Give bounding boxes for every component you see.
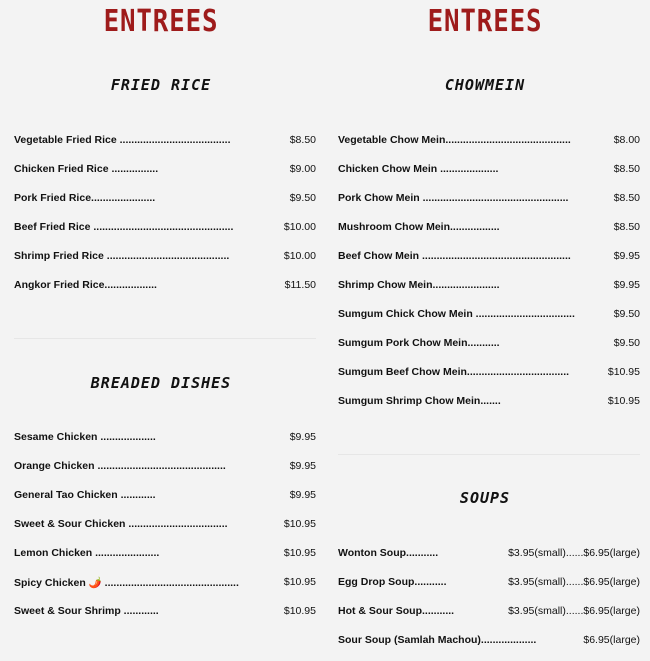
item-price: $10.95 <box>283 518 316 530</box>
menu-item: Sumgum Beef Chow Mein................................... $10.95 <box>338 366 640 378</box>
section-title-chowmein: CHOWMEIN <box>444 76 526 94</box>
menu-item: Vegetable Fried Rice ...................................... $8.50 <box>14 134 316 146</box>
item-price: $3.95(small)......$6.95(large) <box>508 576 640 588</box>
item-price: $3.95(small)......$6.95(large) <box>508 547 640 559</box>
menu-item: Angkor Fried Rice.................. $11.50 <box>14 279 316 291</box>
item-price: $11.50 <box>284 279 316 291</box>
menu-item: Beef Fried Rice ................................................ $10.00 <box>14 221 316 233</box>
item-price: $9.50 <box>289 192 316 204</box>
section-title-fried-rice: FRIED RICE <box>110 76 212 94</box>
menu-item: Vegetable Chow Mein........................................... $8.00 <box>338 134 640 146</box>
menu-item: Chicken Fried Rice ................ $9.00 <box>14 163 316 175</box>
item-price: $10.00 <box>283 250 316 262</box>
item-price: $10.95 <box>283 547 316 559</box>
item-price: $8.50 <box>613 163 640 175</box>
menu-item: Sumgum Shrimp Chow Mein....... $10.95 <box>338 395 640 407</box>
item-price: $9.50 <box>613 337 640 349</box>
menu-item: Sweet & Sour Shrimp ............ $10.95 <box>14 605 316 617</box>
item-price: $10.95 <box>607 395 640 407</box>
menu-item: Pork Chow Mein .................................................. $8.50 <box>338 192 640 204</box>
item-price: $9.50 <box>613 308 640 320</box>
menu-item: Chicken Chow Mein .................... $8.50 <box>338 163 640 175</box>
menu-item: Sour Soup (Samlah Machou)................... $6.95(large) <box>338 634 640 646</box>
page-title: ENTREES <box>427 4 543 39</box>
item-price: $8.50 <box>289 134 316 146</box>
item-price: $8.50 <box>613 192 640 204</box>
menu-item: General Tao Chicken ............ $9.95 <box>14 489 316 501</box>
item-price: $8.00 <box>613 134 640 146</box>
menu-item: Hot & Sour Soup........... $3.95(small)......$6.95(large) <box>338 605 640 617</box>
menu-item: Shrimp Chow Mein....................... $9.95 <box>338 279 640 291</box>
menu-item: Spicy Chicken 🌶️ .............................................. $10.95 <box>14 576 316 589</box>
item-price: $9.95 <box>289 460 316 472</box>
menu-item: Lemon Chicken ...................... $10.95 <box>14 547 316 559</box>
menu-item: Mushroom Chow Mein................. $8.50 <box>338 221 640 233</box>
menu-item: Sumgum Chick Chow Mein .................................. $9.50 <box>338 308 640 320</box>
item-price: $8.50 <box>613 221 640 233</box>
menu-item: Shrimp Fried Rice .......................................... $10.00 <box>14 250 316 262</box>
menu-item: Sweet & Sour Chicken .................................. $10.95 <box>14 518 316 530</box>
menu-item: Sumgum Pork Chow Mein........... $9.50 <box>338 337 640 349</box>
item-price: $10.95 <box>283 576 316 588</box>
section-divider <box>338 454 640 455</box>
item-price: $3.95(small)......$6.95(large) <box>508 605 640 617</box>
menu-item: Beef Chow Mein ................................................... $9.95 <box>338 250 640 262</box>
item-price: $9.95 <box>289 431 316 443</box>
section-title-soups: SOUPS <box>459 489 511 507</box>
section-divider <box>14 338 316 339</box>
page-title: ENTREES <box>103 4 219 39</box>
item-price: $9.00 <box>289 163 316 175</box>
item-price: $6.95(large) <box>583 634 640 646</box>
item-price: $10.95 <box>607 366 640 378</box>
menu-item: Sesame Chicken ................... $9.95 <box>14 431 316 443</box>
menu-item: Pork Fried Rice...................... $9.50 <box>14 192 316 204</box>
item-price: $9.95 <box>613 279 640 291</box>
item-price: $10.95 <box>283 605 316 617</box>
section-title-breaded-dishes: BREADED DISHES <box>90 374 232 392</box>
menu-item: Wonton Soup........... $3.95(small)......$6.95(large) <box>338 547 640 559</box>
menu-item: Egg Drop Soup........... $3.95(small)......$6.95(large) <box>338 576 640 588</box>
menu-item: Orange Chicken ............................................ $9.95 <box>14 460 316 472</box>
item-price: $9.95 <box>289 489 316 501</box>
item-price: $9.95 <box>613 250 640 262</box>
item-price: $10.00 <box>283 221 316 233</box>
